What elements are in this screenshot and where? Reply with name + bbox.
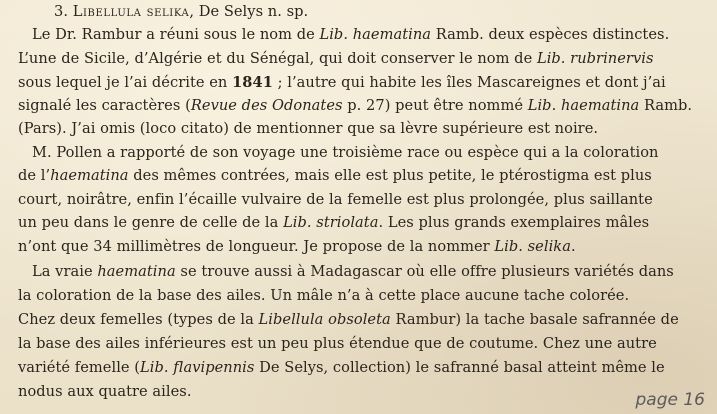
text-run: la base des ailes inférieures est un peu plus étendue que de coutume. Chez une autre xyxy=(18,335,657,352)
text-line xyxy=(18,71,666,95)
text-line xyxy=(18,117,598,141)
text-run: Ramb. xyxy=(639,97,693,114)
text-run: se trouve aussi à Madagascar où elle offre plusieurs variétés dans xyxy=(175,263,674,280)
text-line xyxy=(18,332,657,356)
text-run: (Pars). J’ai omis (loco citato) de mentionner que sa lèvre supérieure est noire. xyxy=(18,120,599,137)
text-run: un peu dans le genre de celle de la xyxy=(18,214,284,231)
text-line xyxy=(18,211,649,235)
text-run: , De Selys n. sp. xyxy=(189,3,309,20)
text-run: Libellula selika xyxy=(72,3,190,20)
text-run: nodus aux quatre ailes. xyxy=(18,383,192,400)
text-run: Lib. rubrinervis xyxy=(536,50,654,67)
text-line xyxy=(18,284,629,308)
text-run: 1841 xyxy=(232,74,273,91)
text-run: Revue des Odonates xyxy=(190,97,343,114)
text-run: Ramb. deux espèces distinctes. xyxy=(431,26,670,43)
text-run: signalé les caractères ( xyxy=(18,97,191,114)
text-run: haematina xyxy=(97,263,176,280)
text-line xyxy=(18,47,654,71)
text-run: des mêmes contrées, mais elle est plus petite, le ptérostigma est plus xyxy=(128,167,652,184)
text-line xyxy=(18,260,674,284)
text-line xyxy=(18,164,652,188)
text-run: sous lequel je l’ai décrite en xyxy=(18,74,233,91)
text-run: L’une de Sicile, d’Algérie et du Sénégal, qui doit conserver le nom de xyxy=(18,50,537,67)
text-run: . Les plus grands exemplaires mâles xyxy=(378,214,650,231)
text-run: Lib. selika xyxy=(494,238,571,255)
text-run: p. 27) peut être nommé xyxy=(342,97,528,114)
text-run: court, noirâtre, enfin l’écaille vulvaire de la femelle est plus prolongée, plus saillante xyxy=(18,191,653,208)
text-run: de l’ xyxy=(18,167,51,184)
text-run: De Selys, collection) le safranné basal atteint même le xyxy=(254,359,665,376)
text-run: Libellula obsoleta xyxy=(258,311,391,328)
text-run: ; l’autre qui habite les îles Mascareignes et dont j’ai xyxy=(272,74,666,91)
text-run: 3. xyxy=(54,3,73,20)
text-run: Lib. flavipennis xyxy=(140,359,255,376)
text-line xyxy=(18,141,659,165)
text-run: M. Pollen a rapporté de son voyage une troisième race ou espèce qui a la coloration xyxy=(32,144,659,161)
text-run: Lib. haematina xyxy=(319,26,432,43)
page-number-label: page 16 xyxy=(635,390,705,410)
text-run: Lib. striolata xyxy=(283,214,379,231)
text-line xyxy=(18,94,692,118)
text-run: Lib. haematina xyxy=(527,97,640,114)
text-run: haematina xyxy=(50,167,129,184)
text-line xyxy=(18,188,653,212)
text-line xyxy=(18,380,192,404)
text-run: La vraie xyxy=(32,263,98,280)
text-run: Chez deux femelles (types de la xyxy=(18,311,259,328)
text-line xyxy=(40,0,308,24)
text-run: Le Dr. Rambur a réuni sous le nom de xyxy=(32,26,320,43)
text-line xyxy=(18,356,665,380)
text-line xyxy=(18,23,669,47)
text-run: Rambur) la tache basale safrannée de xyxy=(390,311,679,328)
text-line xyxy=(18,235,576,259)
text-run: . xyxy=(570,238,576,255)
text-run: n’ont que 34 millimètres de longueur. Je propose de la nommer xyxy=(18,238,495,255)
text-run: variété femelle ( xyxy=(18,359,141,376)
text-run: la coloration de la base des ailes. Un mâle n’a à cette place aucune tache colorée. xyxy=(18,287,630,304)
text-line xyxy=(18,308,679,332)
